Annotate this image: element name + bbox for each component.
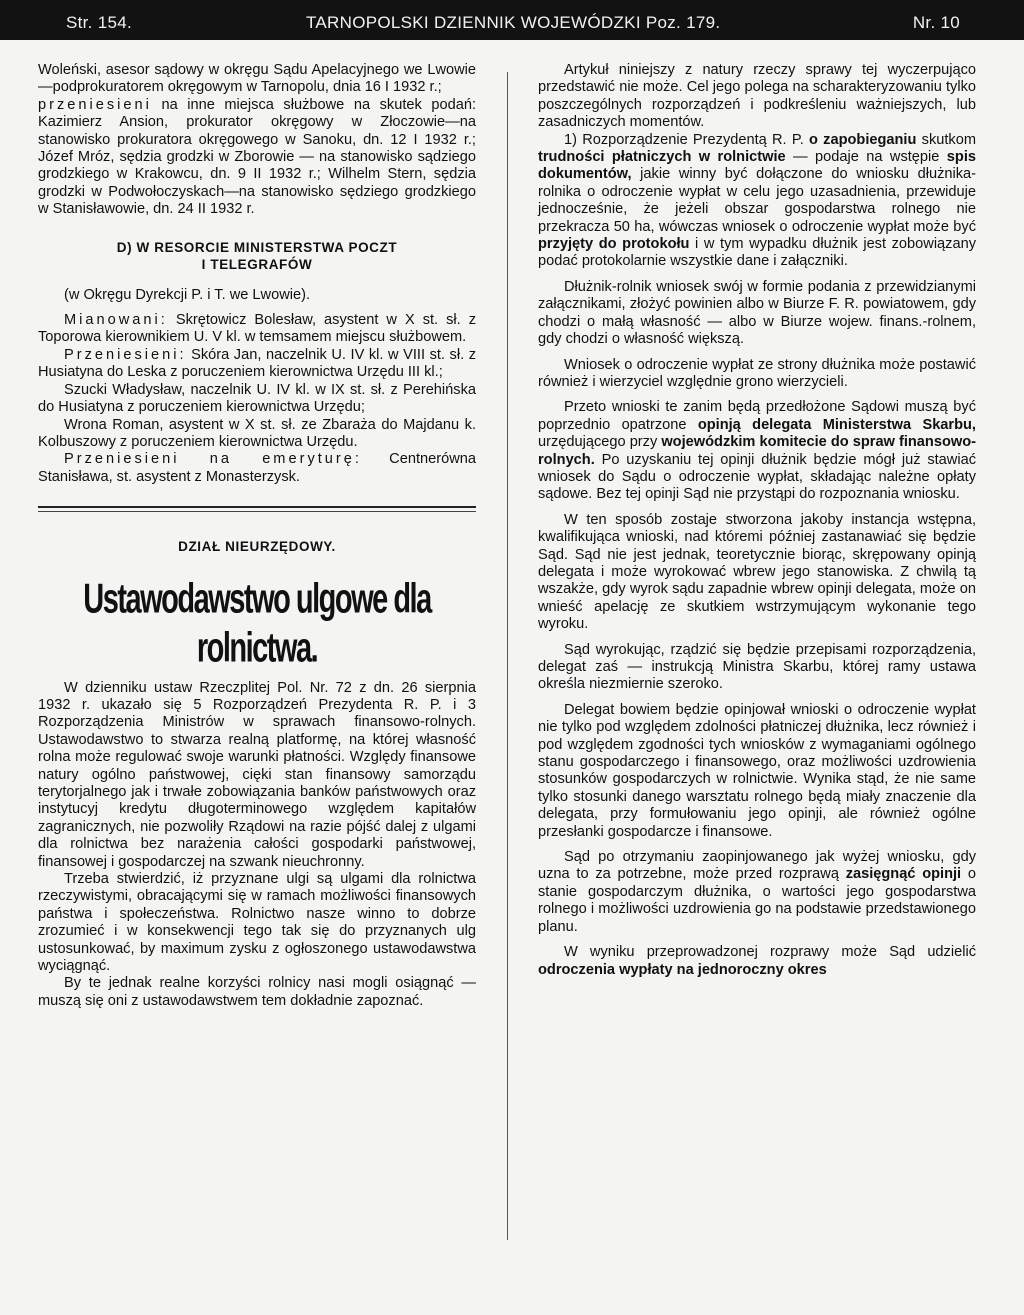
page-header (0, 0, 1024, 40)
left-column (38, 62, 476, 1010)
section-rule (38, 506, 476, 508)
paragraph: Szucki Władysław, naczelnik U. IV kl. w IX st. sł. z Perehińska do Husiatyna z poruczeniem kierownictwa Urzędu; (38, 381, 476, 416)
paragraph: przeniesieni na inne miejsca służbowe na skutek podań: Kazimierz Ansion, prokurator okręgowy w Złoczowie—na stanowisko prokuratora okręgowego w Sanoku, dn. 12 I 1932 r.; Józef Mróz, sędzia grodzki w Zborowie — na stanowisko sądziego grodzkiego w Krakowcu, dn. 9 II 1932 r.; Wilhelm Stern, sędzia grodzki w Podwołoczyskach—na stanowisko sędziego grodzkiego w Stanisławowie, dn. 24 II 1932 r. (38, 96, 476, 218)
paragraph: (w Okręgu Dyrekcji P. i T. we Lwowie). (64, 286, 311, 303)
paragraph: Mianowani: Skrętowicz Bolesław, asystent w X st. sł. z Toporowa kierownikiem U. V kl. w temsamem miejscu służbowem. (38, 312, 476, 346)
paragraph: W wyniku przeprowadzonej rozprawy może Sąd udzielić odroczenia wypłaty na jednoroczny okres (538, 944, 976, 978)
section-rule (38, 511, 476, 512)
paragraph: Woleński, asesor sądowy w okręgu Sądu Apelacyjnego we Lwowie—podprokuratorem okręgowym w Tarnopolu, dnia 16 I 1932 r.; (38, 62, 476, 96)
paragraph: W ten sposób zostaje stworzona jakoby instancja wstępna, kwalifikująca wnioski, nad któremi później zastanawiać się będzie Sąd. Sąd nie jest jednak, teoretycznie biorąc, skrępowany opinją delegata i może wyrokować wbrew jego stanowiska. Z chwilą tą wszakże, gdy wyrok sądu zapadnie wbrew opinji delegata, może on wnieść apelację ze skutkiem wstrzymującym wykonanie tego wyroku. (538, 511, 976, 633)
paragraph: Trzeba stwierdzić, iż przyznane ulgi są ulgami dla rolnictwa rzeczywistymi, obracającymi się w ramach możliwości finansowych państwa i społeczeństwa. Rolnictwo nasze winno to dobrze zrozumieć i w konsekwencji tego tak się do przyznanych ulg ustosunkować, by maximum zysku z ogłoszonego ustawodawstwa wyciągnąć. (38, 871, 476, 975)
paragraph: W dzienniku ustaw Rzeczplitej Pol. Nr. 72 z dn. 26 sierpnia 1932 r. ukazało się 5 Rozporządzeń Prezydenta R. P. i 3 Rozporządzenia Ministrów w sprawach finansowo-rolnych. Ustawodawstwo to stwarza realną platformę, na której własność rolna może regulować swoje warunki płatności. Względy finansowe natury ogólno państwowej, cięki stan finansowy samorządu terytorjalnego jak i trwałe zobowiązania banków państwowych oraz instytucyj kredytu długoterminowego względem kapitałów zagranicznych, nie pozwoliły Rządowi na razie pójść dalej z ulgami dla rolnictwa bez narażenia całości gospodarki państwowej, finansowej i gospodarczej na szwank nieuchronny. (38, 679, 476, 870)
spaced-lead: przeniesieni (38, 96, 152, 113)
page-number: Str. 154. (66, 13, 133, 32)
paragraph: By te jednak realne korzyści rolnicy nasi mogli osiągnąć — muszą się oni z ustawodawstwem tem dokładnie zapoznać. (38, 975, 476, 1009)
paragraph: Przeniesieni: Skóra Jan, naczelnik U. IV kl. w VIII st. sł. z Husiatyna do Leska z poruczeniem kierownictwa Urzędu III kl.; (38, 346, 476, 381)
paragraph: Wniosek o odroczenie wypłat ze strony dłużnika może postawić również i wierzyciel względnie grono wierzycieli. (538, 356, 976, 390)
paragraph: Dłużnik-rolnik wniosek swój w formie podania z przewidzianymi załącznikami, złożyć powinien albo w Biurze F. R. powiatowem, gdy chodzi o małą własność — albo w Biurze wojew. finans.-rolnem, gdy chodzi o własność większą. (538, 278, 976, 348)
article-title: Ustawodawstwo ulgowe dla rolnictwa. (83, 575, 431, 672)
right-column (538, 62, 976, 979)
paragraph: Przeniesieni na emeryturę: Centnerówna Stanisława, st. asystent z Monasterzysk. (38, 451, 476, 485)
issue-number: Nr. 10 (912, 13, 960, 32)
paragraph: Przeto wnioski te zanim będą przedłożone Sądowi muszą być poprzednio opatrzone opinją delegata Ministerstwa Skarbu, urzędującego przy wojewódzkim komitecie do spraw finansowo-rolnych. Po uzyskaniu tej opinji dłużnik będzie mógł już stawiać wniosek do Sądu o odroczenie wypłat, składając należne opłaty sądowe. Bez tej opinji Sąd nie przystąpi do rozpoznania wniosku. (538, 399, 976, 503)
paragraph: Artykuł niniejszy z natury rzeczy sprawy tej wyczerpująco przedstawić nie może. Cel jego polega na scharakteryzowaniu tylko poszczególnych rozporządzeń i podkreśleniu ważniejszych, lub zasadniczych momentów. (538, 62, 976, 131)
paragraph: 1) Rozporządzenie Prezydentą R. P. o zapobieganiu skutkom trudności płatniczych w rolnictwie — podaje na wstępie spis dokumentów, jakie winny być dołączone do wniosku dłużnika-rolnika o odroczenie wypłat w celu jego uzasadnienia, przewiduje jednocześnie, że jeżeli obszar gospodarstwa rolnego nie przekracza 50 ha, wówczas wniosek o odroczenie wypłat może być przyjęty do protokołu i w tym wypadku dłużnik jest zobowiązany podać protokolarnie wszystkie dane i załączniki. (538, 131, 976, 270)
paragraph: Sąd wyrokując, rządzić się będzie przepisami rozporządzenia, delegat zaś — instrukcją Ministra Skarbu, której ramy ustawa określa niezmiernie szeroko. (538, 641, 976, 693)
section-heading: DZIAŁ NIEURZĘDOWY. (178, 539, 336, 555)
column-divider (507, 72, 508, 1240)
paragraph: Sąd po otrzymaniu zaopinjowanego jak wyżej wniosku, gdy uzna to za potrzebne, może przed rozprawą zasięgnąć opinji o stanie gospodarczym dłużnika, o wartości jego gospodarstwa rolnego i możliwości uzdrowienia go na podstawie przedstawionego planu. (538, 849, 976, 935)
paragraph: Wrona Roman, asystent w X st. sł. ze Zbaraża do Majdanu k. Kolbuszowy z poruczeniem kierownictwa Urzędu. (38, 416, 476, 450)
journal-title: TARNOPOLSKI DZIENNIK WOJEWÓDZKI Poz. 179. (306, 13, 721, 32)
paragraph: Delegat bowiem będzie opinjował wnioski o odroczenie wypłat nie tylko pod względem zdolności płatniczej dłużnika, lecz również i pod względem zgodności tych wniosków z wymaganiami ogólnego stanu gospodarczego i finansowego, oraz możliwości uzdrowienia stosunków gospodarczych w rolnictwie. Wynika stąd, że nie same tylko stosunki danego warsztatu rolnego będą miały znaczenie dla delegata, przy formułowaniu jego opinji, ale również ogólne przesłanki gospodarcze i finansowe. (538, 701, 976, 840)
section-heading: D) W RESORCIE MINISTERSTWA POCZT I TELEGRAFÓW (116, 239, 398, 272)
